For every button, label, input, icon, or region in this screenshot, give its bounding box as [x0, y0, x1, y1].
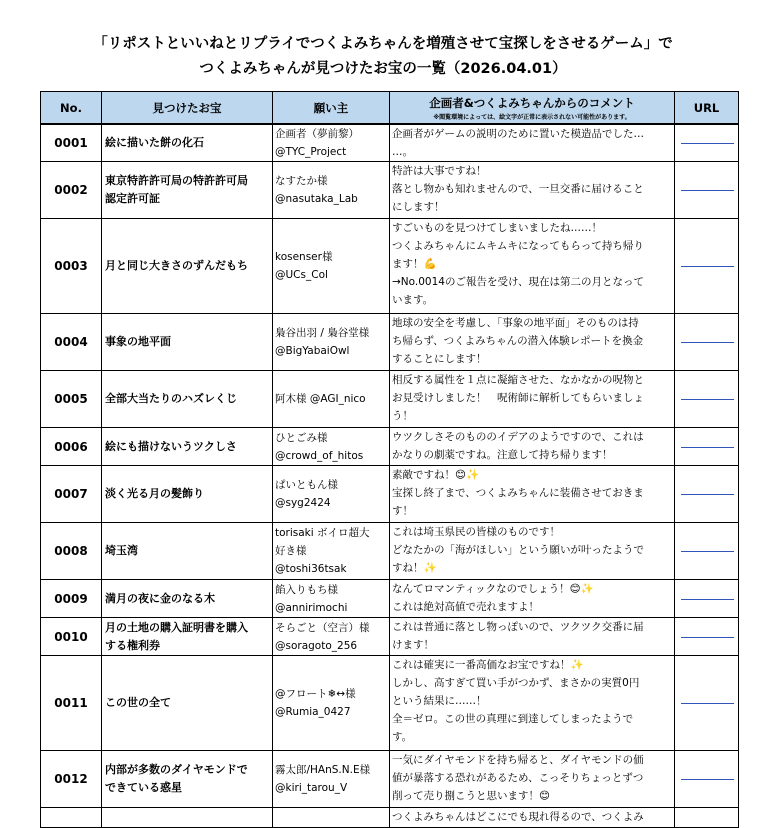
comment-text-line: す。	[392, 731, 413, 743]
table-row	[41, 751, 739, 808]
table-row	[41, 428, 739, 466]
table-row	[41, 656, 739, 751]
treasure-name	[102, 751, 273, 808]
url-link[interactable]	[681, 143, 734, 144]
table-row	[41, 124, 739, 162]
comment-text-line: けます！	[392, 639, 434, 651]
url-cell	[675, 314, 739, 371]
url-cell	[675, 428, 739, 466]
comment-text	[390, 523, 675, 580]
comment-text-line: 特許は大事ですね！	[392, 165, 487, 177]
treasure-name-line: 事象の地平面	[105, 335, 171, 348]
comment-text-line: 削って売り捌こうと思います！😊	[392, 790, 550, 802]
comment-text-line: 一気にダイヤモンドを持ち帰ると、ダイヤモンドの価	[392, 754, 644, 766]
comment-text-line: なんてロマンティックなのでしょう！😊✨	[392, 583, 594, 595]
treasure-name	[102, 580, 273, 618]
requester-name-line: ぱいともん様	[275, 479, 338, 491]
url-link[interactable]	[681, 703, 734, 704]
requester-name-line: @toshi36tsak	[275, 563, 347, 575]
comment-text-line: これは普通に落とし物っぽいので、ツクツク交番に届	[392, 621, 644, 633]
requester-name-line: 企画者（夢前黎）	[275, 128, 359, 140]
url-cell	[675, 466, 739, 523]
header-url: URL	[675, 92, 739, 125]
requester-name-line: 好き様	[275, 545, 307, 557]
comment-text-line: つくよみちゃんにムキムキになってもらって持ち帰り	[392, 240, 644, 252]
row-number: 0009	[41, 580, 102, 618]
treasure-name	[102, 124, 273, 162]
treasure-name-line: 満月の夜に金のなる木	[105, 591, 215, 605]
treasure-name-line: 東京特許許可局の特許許可局	[105, 174, 248, 187]
comment-text-line: これは埼玉県民の皆様のものです！	[392, 526, 560, 538]
row-number: 0001	[41, 124, 102, 162]
url-link[interactable]	[681, 779, 734, 780]
url-cell	[675, 751, 739, 808]
comment-text-line: …。	[392, 146, 413, 158]
treasure-name-line: 月と同じ大きさのずんだもち	[105, 259, 248, 272]
requester-name-line: @syg2424	[275, 497, 331, 509]
url-link[interactable]	[681, 551, 734, 552]
treasure-name	[102, 162, 273, 219]
url-cell	[675, 523, 739, 580]
comment-text-line: ます！💪	[392, 258, 437, 270]
treasure-name-line: 内部が多数のダイヤモンドで	[105, 763, 248, 776]
comment-text	[390, 466, 675, 523]
row-number: 0002	[41, 162, 102, 219]
treasure-name-line: この世の全て	[105, 696, 171, 709]
treasure-name	[102, 371, 273, 428]
treasure-name-line: する権利券	[105, 638, 160, 652]
row-number: 0005	[41, 371, 102, 428]
comment-text	[390, 314, 675, 371]
treasure-name-line: 月の土地の購入証明書を購入	[105, 620, 248, 634]
requester-name	[273, 162, 390, 219]
table-row	[41, 523, 739, 580]
comment-text	[390, 751, 675, 808]
comment-text-line: することにします！	[392, 353, 487, 365]
header-comment-note: ※閲覧環境によっては、絵文字が正常に表示されない可能性があります。	[433, 113, 631, 121]
comment-text-line: 落とし物かも知れませんので、一旦交番に届けること	[392, 183, 644, 195]
comment-text	[390, 162, 675, 219]
comment-text-line: 相反する属性を１点に凝縮させた、なかなかの呪物と	[392, 374, 644, 386]
treasure-name	[102, 618, 273, 656]
treasure-name-line: 認定許可証	[105, 192, 160, 205]
requester-name-line: @annirimochi	[275, 601, 348, 614]
url-cell	[675, 618, 739, 656]
requester-name-line: そらごと（空言）様	[275, 621, 370, 634]
requester-name-line: @Rumia_0427	[275, 706, 351, 718]
row-number: 0010	[41, 618, 102, 656]
requester-name-line: 霧太郎/HAnS.N.E様	[275, 764, 371, 776]
table-header-row	[41, 92, 739, 125]
requester-name	[273, 523, 390, 580]
comment-text	[390, 371, 675, 428]
comment-text	[390, 124, 675, 162]
comment-text-line: という結果に……！	[392, 695, 487, 707]
row-number: 0011	[41, 656, 102, 751]
requester-name-line: 餡入りもち様	[275, 583, 338, 596]
comment-text	[390, 580, 675, 618]
url-link[interactable]	[681, 637, 734, 638]
table-body	[41, 124, 739, 828]
page-title-line-1: 「リポストといいねとリプライでつくよみちゃんを増殖させて宝探しをさせるゲーム」で	[93, 36, 673, 52]
treasure-name-line: 全部大当たりのハズレくじ	[105, 392, 237, 405]
header-comment	[390, 92, 675, 125]
comment-text-line: かなりの劇薬ですね。注意して持ち帰ります！	[392, 449, 613, 461]
treasure-name-line: できている惑星	[105, 781, 182, 794]
comment-text-line: 企画者がゲームの説明のために置いた模造品でした…	[392, 128, 644, 140]
requester-name	[273, 219, 390, 314]
url-link[interactable]	[681, 399, 734, 400]
url-link[interactable]	[681, 342, 734, 343]
requester-name	[273, 124, 390, 162]
comment-text-line: 地球の安全を考慮し、「事象の地平面」そのものは持	[392, 317, 639, 329]
table-row	[41, 371, 739, 428]
comment-text-line: これは確実に一番高価なお宝ですね！✨	[392, 659, 584, 671]
comment-text-line: これは絶対高値で売れますよ！	[392, 601, 539, 613]
treasure-table	[40, 91, 739, 828]
url-link[interactable]	[681, 190, 734, 191]
comment-text-line: つくよみちゃんはどこにでも現れ得るので、つくよみ	[392, 811, 644, 823]
requester-name	[273, 751, 390, 808]
treasure-name	[102, 808, 273, 828]
requester-name-line: @crowd_of_hitos	[275, 449, 364, 462]
table-row	[41, 314, 739, 371]
comment-text	[390, 618, 675, 656]
row-number: 0008	[41, 523, 102, 580]
treasure-name-line: 絵に描いた餅の化石	[105, 136, 204, 149]
header-comment-label: 企画者&つくよみちゃんからのコメント	[429, 95, 635, 110]
url-cell	[675, 656, 739, 751]
page-title-line-2: つくよみちゃんが見つけたお宝の一覧（2026.04.01）	[199, 61, 567, 77]
comment-text-line: すね！✨	[392, 562, 437, 574]
url-cell	[675, 808, 739, 828]
requester-name	[273, 314, 390, 371]
treasure-name	[102, 523, 273, 580]
requester-name	[273, 371, 390, 428]
url-cell	[675, 124, 739, 162]
url-link[interactable]	[681, 447, 734, 448]
url-cell	[675, 162, 739, 219]
requester-name	[273, 808, 390, 828]
row-number	[41, 808, 102, 828]
requester-name-line: @UCs_Col	[275, 269, 328, 281]
comment-text	[390, 428, 675, 466]
comment-text	[390, 219, 675, 314]
treasure-name	[102, 219, 273, 314]
treasure-name	[102, 428, 273, 466]
row-number: 0006	[41, 428, 102, 466]
comment-text-line: →No.0014のご報告を受け、現在は第二の月となって	[392, 276, 645, 288]
requester-name-line: kosenser様	[275, 251, 333, 263]
requester-name-line: torisaki ボイロ超大	[275, 527, 370, 539]
comment-text-line: 宝探し終了まで、つくよみちゃんに装備させておきま	[392, 487, 644, 499]
row-number: 0004	[41, 314, 102, 371]
requester-name-line: 阿木様 @AGI_nico	[275, 393, 366, 405]
comment-text-line: う！	[392, 410, 413, 422]
header-no: No.	[41, 92, 102, 125]
requester-name	[273, 618, 390, 656]
comment-text-line: ち帰らず、つくよみちゃんの潜入体験レポートを換金	[392, 335, 644, 347]
requester-name	[273, 428, 390, 466]
requester-name-line: @soragoto_256	[275, 639, 358, 652]
treasure-name-line: 埼玉湾	[105, 544, 138, 557]
comment-text-line: にします！	[392, 201, 445, 213]
url-link[interactable]	[681, 599, 734, 600]
comment-text-line: す！	[392, 505, 413, 517]
treasure-name	[102, 314, 273, 371]
requester-name-line: @nasutaka_Lab	[275, 193, 358, 205]
row-number: 0012	[41, 751, 102, 808]
table-row	[41, 162, 739, 219]
url-cell	[675, 371, 739, 428]
requester-name-line: @kiri_tarou_V	[275, 782, 348, 794]
header-requester: 願い主	[273, 92, 390, 125]
requester-name-line: @フロート❄↔様	[275, 688, 356, 700]
comment-text-line: 全＝ゼロ。この世の真理に到達してしまったようで	[392, 713, 634, 725]
requester-name-line: ひとごみ様	[275, 431, 328, 444]
row-number: 0003	[41, 219, 102, 314]
requester-name	[273, 580, 390, 618]
table-row	[41, 466, 739, 523]
url-link[interactable]	[681, 494, 734, 495]
table-row	[41, 219, 739, 314]
requester-name-line: 梟谷出羽 / 梟谷堂様	[275, 327, 370, 339]
comment-text	[390, 808, 675, 828]
comment-text-line: お見受けしました！ 呪術師に解析してもらいましょ	[392, 392, 644, 404]
table-row	[41, 808, 739, 828]
requester-name-line: @TYC_Project	[275, 146, 347, 158]
treasure-name-line: 淡く光る月の髪飾り	[105, 487, 204, 500]
comment-text	[390, 656, 675, 751]
comment-text-line: しかし、高すぎて買い手がつかず、まさかの実質0円	[392, 677, 640, 689]
url-cell	[675, 580, 739, 618]
treasure-name	[102, 656, 273, 751]
row-number: 0007	[41, 466, 102, 523]
treasure-name-line: 絵にも描けないうツクしさ	[105, 439, 237, 453]
table-row	[41, 580, 739, 618]
table-row	[41, 618, 739, 656]
comment-text-line: います。	[392, 294, 434, 306]
requester-name	[273, 656, 390, 751]
requester-name-line: @BigYabaiOwl	[275, 345, 350, 357]
comment-text-line: 値が暴落する恐れがあるため、こっそりちょっとずつ	[392, 772, 644, 784]
requester-name	[273, 466, 390, 523]
comment-text-line: 素敵ですね！😊✨	[392, 469, 480, 481]
treasure-name	[102, 466, 273, 523]
url-cell	[675, 219, 739, 314]
comment-text-line: すごいものを見つけてしまいましたね……！	[392, 222, 602, 234]
comment-text-line: どなたかの「海がほしい」という願いが叶ったようで	[392, 544, 644, 556]
header-treasure: 見つけたお宝	[102, 92, 273, 125]
comment-text-line: ウツクしさそのもののイデアのようですので、これは	[392, 431, 644, 443]
url-link[interactable]	[681, 266, 734, 267]
requester-name-line: なすたか様	[275, 175, 328, 187]
